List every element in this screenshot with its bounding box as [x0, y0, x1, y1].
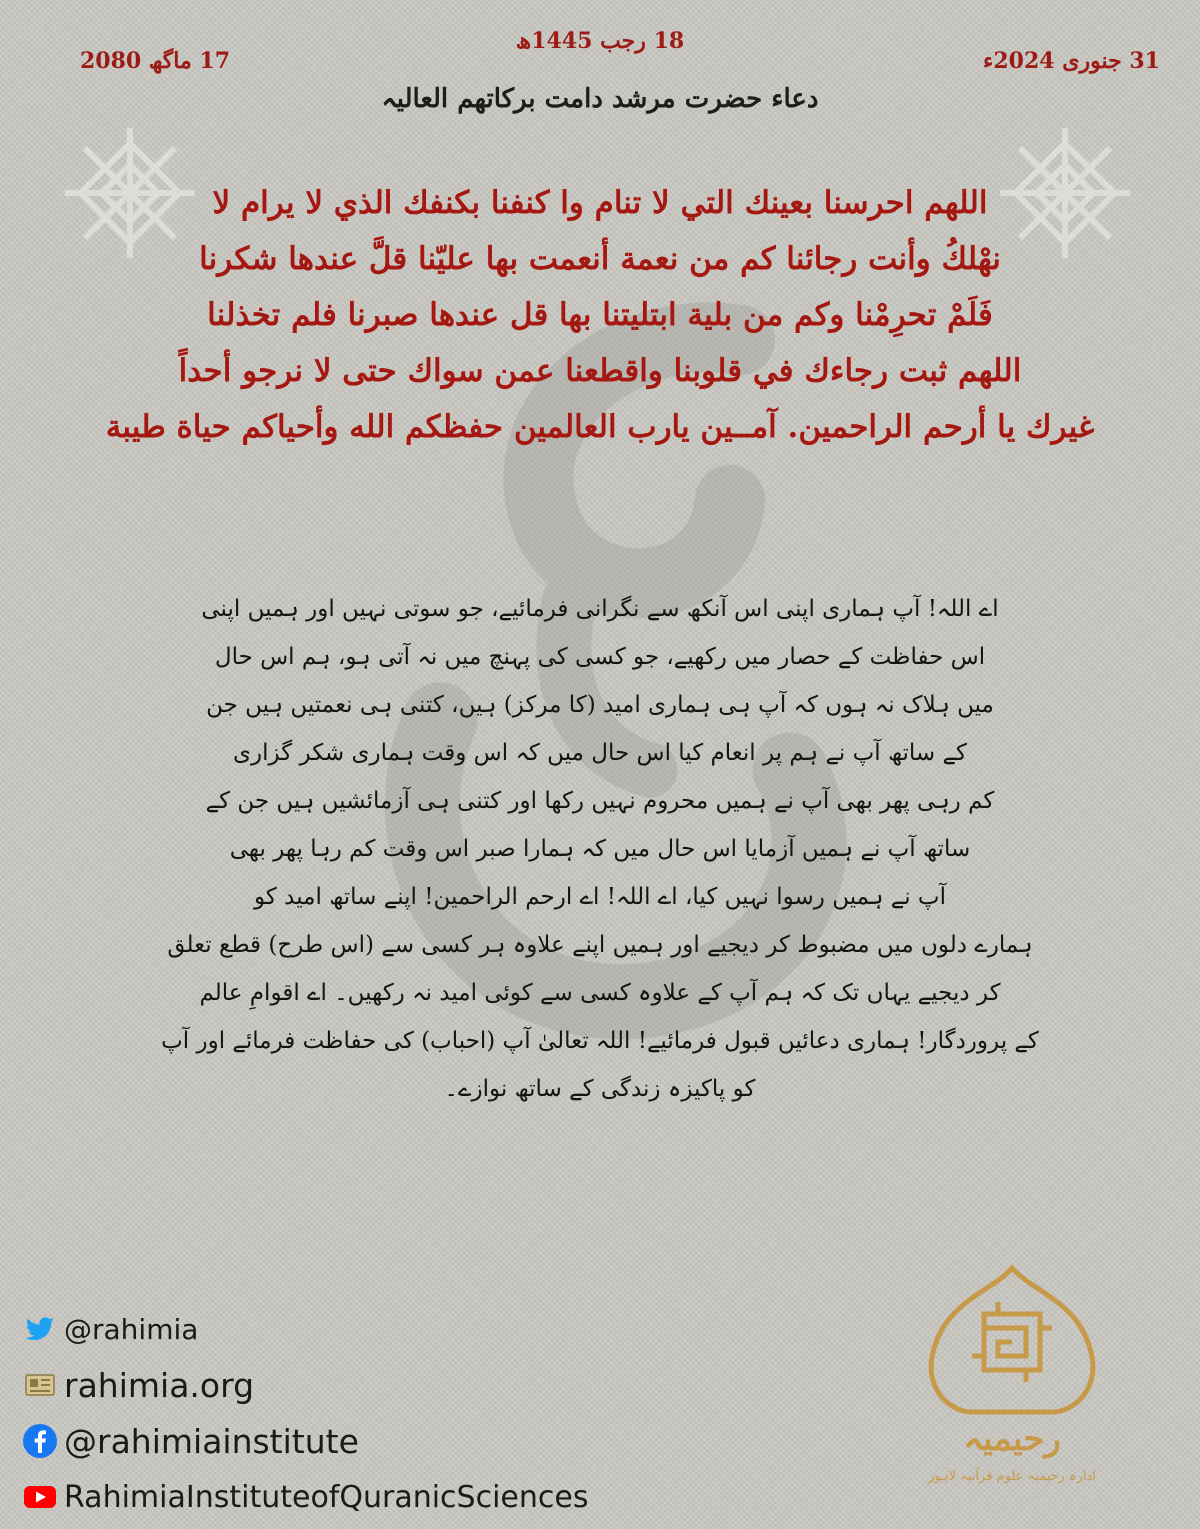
page-title: دعاء حضرت مرشد دامت برکاتھم العالیہ [381, 84, 819, 114]
urdu-line: کو پاکیزہ زندگی کے ساتھ نوازے۔ [444, 1076, 756, 1102]
facebook-link[interactable] [22, 1417, 662, 1465]
website-url: rahimia.org [64, 1365, 255, 1405]
website-link[interactable] [22, 1361, 662, 1409]
facebook-icon [22, 1423, 58, 1459]
arabic-line: نھْلكُ وأنت رجائنا كم من نعمة أنعمت بھا علیّنا قلَّ عندھا شكرنا [199, 241, 1001, 277]
arabic-supplication [70, 175, 1130, 455]
urdu-line: کر دیجیے یہاں تک کہ ہم آپ کے علاوہ کسی سے کوئی امید نہ رکھیں۔ اے اقوامِ عالم [199, 980, 1001, 1006]
urdu-line: کم رہی پھر بھی آپ نے ہمیں محروم نہیں رکھا اور کتنی ہی آزمائشیں ہیں جن کے [205, 788, 995, 814]
logo-name: رحیمیہ [963, 1419, 1061, 1459]
arabic-line: فَلَمْ تحرِمْنا وكم من بلیة ابتلیتنا بھا قل عندھا صبرنا فلم تخذلنا [207, 297, 993, 333]
urdu-line: اے اللہ! آپ ہماری اپنی اس آنکھ سے نگرانی فرمائیے، جو سوتی نہیں اور ہمیں اپنی [201, 596, 999, 622]
urdu-translation [100, 585, 1100, 1113]
arabic-line: غیرك یا أرحم الراحمین. آمــین یارب العالمین حفظكم الله وأحیاكم حیاة طیبة [105, 409, 1095, 445]
urdu-line: کے ساتھ آپ نے ہم پر انعام کیا اس حال میں کہ اس وقت ہماری شکر گزاری [233, 740, 967, 766]
twitter-icon [22, 1311, 58, 1347]
facebook-handle: @rahimiainstitute [64, 1421, 359, 1461]
youtube-link[interactable] [22, 1473, 662, 1521]
urdu-line: ہمارے دلوں میں مضبوط کر دیجیے اور ہمیں اپنے علاوہ ہر کسی سے (اس طرح) قطع تعلق [167, 932, 1033, 958]
youtube-icon [22, 1479, 58, 1515]
arabic-line: اللھم احرسنا بعینك التي لا تنام وا كنفنا بكنفك الذي لا یرام لا [212, 185, 988, 221]
youtube-channel: RahimiaInstituteofQuranicSciences [64, 1479, 589, 1515]
bikrami-date: 17 ماگھ 2080 [80, 48, 231, 74]
urdu-line: آپ نے ہمیں رسوا نہیں کیا، اے اللہ! اے ارحم الراحمین! اپنے ساتھ امید کو [254, 884, 946, 910]
social-links [22, 1305, 662, 1529]
urdu-line: ساتھ آپ نے ہمیں آزمایا اس حال میں کہ ہمارا صبر اس وقت کم رہا پھر بھی [229, 836, 971, 862]
gregorian-date: 31 جنوری 2024ء [983, 48, 1160, 74]
hijri-date: 18 رجب 1445ھ [515, 28, 685, 54]
logo-subtitle: ادارہ رحیمیہ علوم قرآنیہ لاہور [928, 1469, 1096, 1484]
twitter-link[interactable] [22, 1305, 662, 1353]
urdu-line: اس حفاظت کے حصار میں رکھیے، جو کسی کی پہنچ میں نہ آتی ہو، ہم اس حال [214, 644, 986, 670]
twitter-handle: @rahimia [64, 1312, 199, 1346]
web-icon [22, 1367, 58, 1403]
urdu-line: کے پروردگار! ہماری دعائیں قبول فرمائیے! اللہ تعالیٰ آپ (احباب) کی حفاظت فرمائے اور آپ [161, 1028, 1039, 1054]
institute-logo-icon [912, 1262, 1112, 1492]
arabic-line: اللھم ثبت رجاءك في قلوبنا واقطعنا عمن سواك حتى لا نرجو أحداً [178, 353, 1022, 389]
urdu-line: میں ہلاک نہ ہوں کہ آپ ہی ہماری امید (کا مرکز) ہیں، کتنی ہی نعمتیں ہیں جن [206, 692, 994, 718]
